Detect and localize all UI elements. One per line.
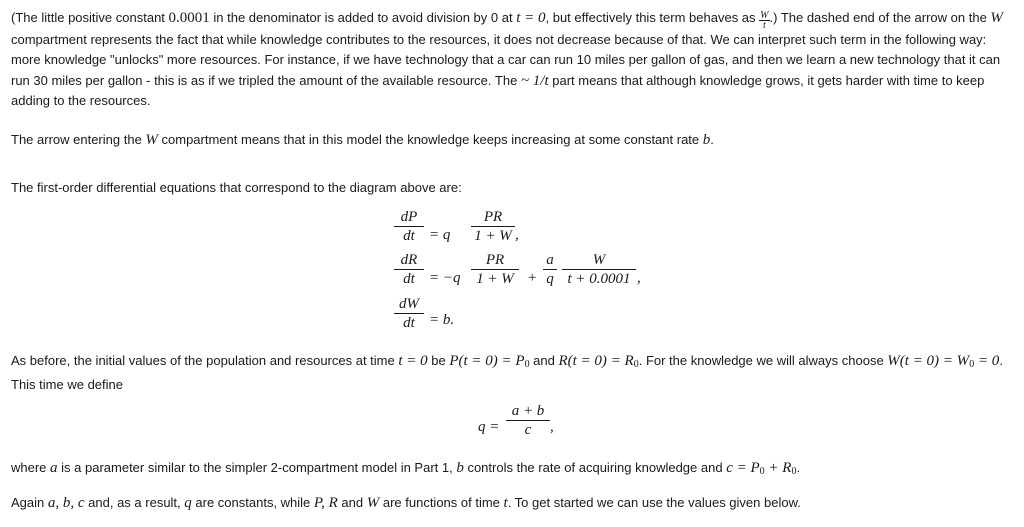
paragraph-arrow-w: The arrow entering the W compartment means that in this model the knowledge keeps increasing at some constant rate b. xyxy=(11,132,714,148)
paragraph-initial-values: As before, the initial values of the population and resources at time t = 0 be $P(t = 0) = P_0$ and $R(t = 0) = R_0$. For the knowledge we will always choose $W(t = 0) = W_0 = 0$. This time we define xyxy=(11,353,1003,393)
paragraph-knowledge-term: (The little positive constant 0.0001 in the denominator is added to avoid division by 0 at t = 0, but effectively this term behaves as $\frac{W}{t}$ .) The dashed end of the arrow on the W compartment represents the fact that while knowledge contributes to the resources, it does not decrease because of that. We can interpret such term in the following way: more knowledge "unlocks" more resources. For instance, if we have technology that a car can run 10 miles per gallon of gas, and then we learn a new technology that it can run 30 miles per gallon - this is as if we tripled the amount of the available resource. The ~ 1/t part means that although knowledge grows, it gets harder with time to keep adding to the resources. xyxy=(11,10,1003,109)
math-t-zero: t = 0 xyxy=(516,10,546,26)
eq2-rhs-fraction-3: $\frac{W}{t + 0.0001}$ xyxy=(562,252,636,288)
paragraph-parameters: where a is a parameter similar to the simpler 2-compartment model in Part 1, b controls the rate of acquiring knowledge and $c = P_0 + R_0$. xyxy=(11,460,801,477)
eq2-rhs-fraction-1: $\frac{PR}{1 + W}$ xyxy=(471,252,519,288)
inline-fraction-w-over-t: $\frac{W}{t}$ xyxy=(760,10,769,31)
math-one-over-t: ~ 1/t xyxy=(520,72,549,89)
eq3-lhs: $\frac{dW}{dt}$ xyxy=(394,296,424,332)
eq2-rhs-fraction-2: $\frac{a}{q}$ xyxy=(543,252,557,288)
eq1-lhs: $\frac{dP}{dt}$ xyxy=(394,209,424,245)
eq1-rhs-fraction: $\frac{PR}{1 + W}$ xyxy=(471,209,515,245)
math-constant: 0.0001 xyxy=(168,10,210,26)
eq2-lhs: $\frac{dR}{dt}$ xyxy=(394,252,424,288)
document-body xyxy=(11,8,1016,199)
paragraph-constants: Again a, b, c and, as a result, q are constants, while P, R and W are functions of time t. To get started we can use the values given below. xyxy=(11,495,801,511)
paragraph-ode-intro: The first-order differential equations that correspond to the diagram above are: xyxy=(11,180,462,196)
q-fraction: $\frac{a + b}{c}$ xyxy=(506,403,550,439)
